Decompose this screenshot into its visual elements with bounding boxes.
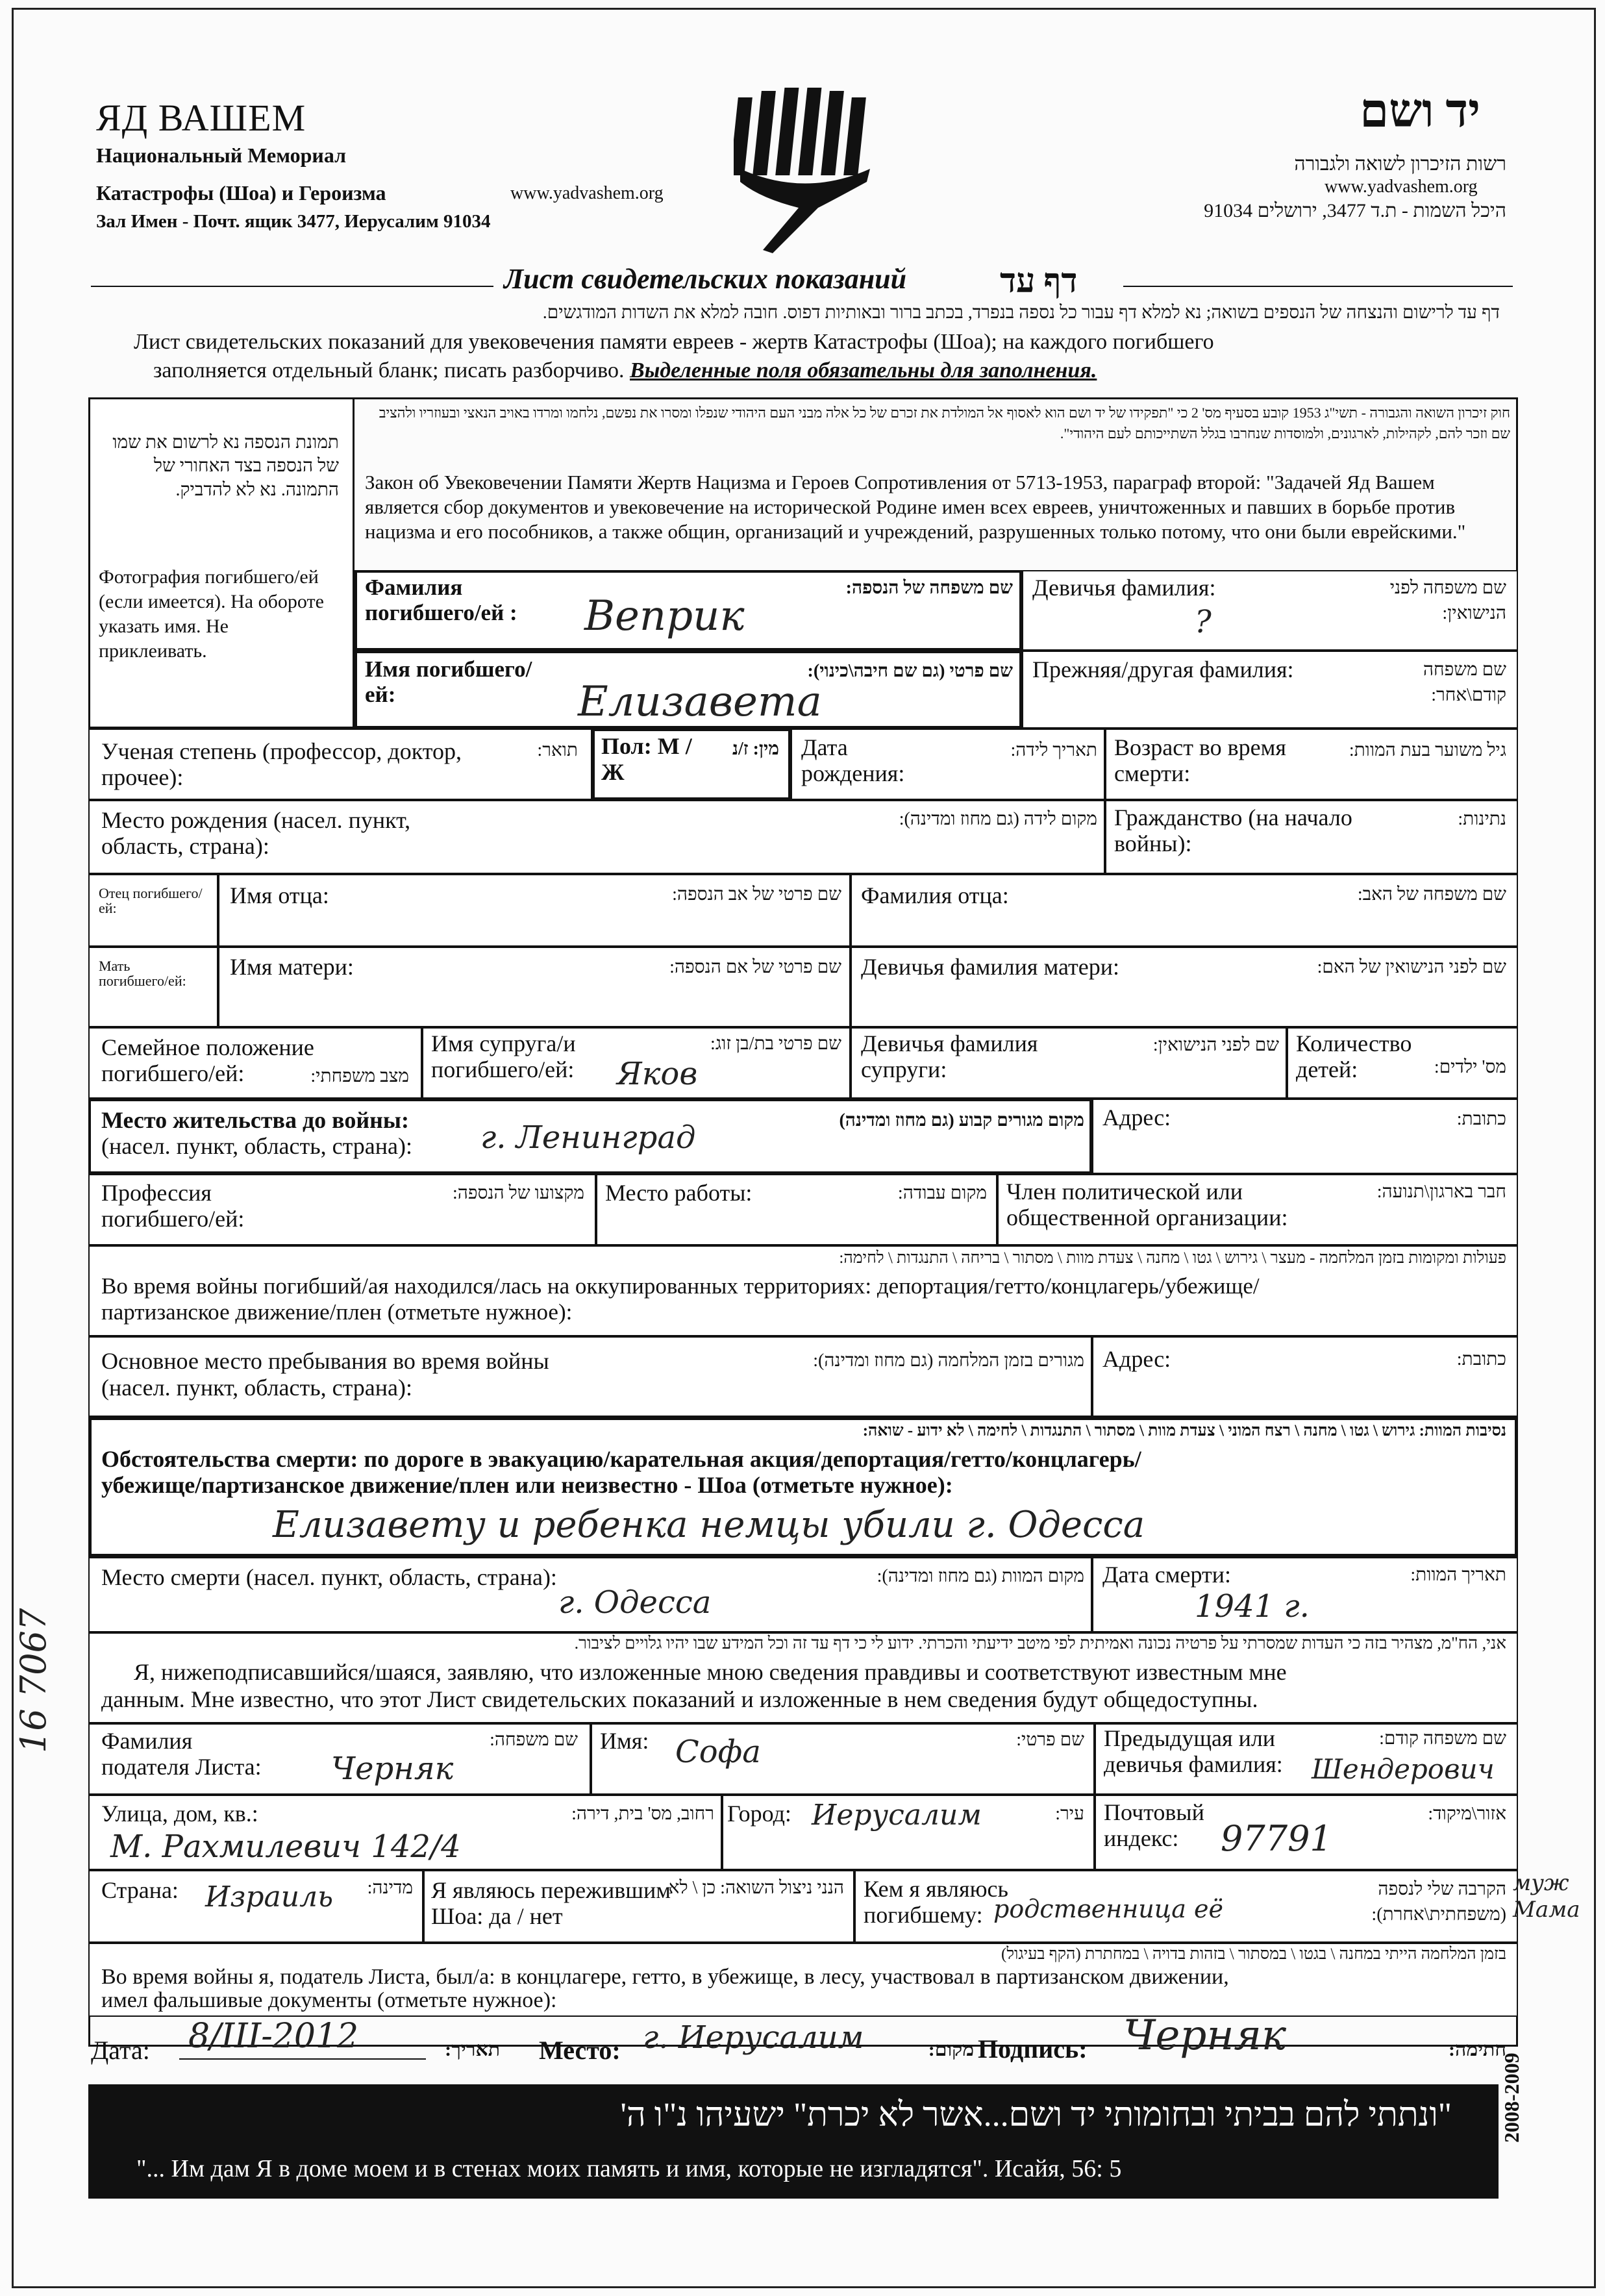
intro-ru-2 <box>153 358 1097 383</box>
deathplace-ru: Место смерти (насел. пункт, область, страна): <box>101 1564 557 1590</box>
law-ru: Закон об Увековечении Памяти Жертв Нацизма и Героев Сопротивления от 5713-1953, параграф второй: "Задачей Яд Вашем является сбор документов и увековечение на исторической Родине имен всех евреев, уничтоженных и павших в борьбе против нацизма и его пособников, а также общин, организаций и учреждений, разрушенных только потому, что они были еврейскими." <box>365 471 1466 543</box>
intro-he: דף עד לרישום והנצחה של הנספים בשואה; נא למלא דף עבור כל נספה בנפרד, בכתב ברור ובאותיות דפוס. חובה למלא את השדות המודגשים. <box>542 303 1500 323</box>
address-ru: Адрес: <box>1102 1104 1171 1130</box>
father-sur-he: שם משפחה של האב: <box>1357 884 1506 905</box>
death-ru2: убежище/партизанское движение/плен или неизвестно - Шоа (отметьте нужное): <box>101 1472 953 1498</box>
street-he: רחוב, מס' בית, דירה: <box>571 1804 714 1824</box>
prev-ru: Прежняя/другая фамилия: <box>1032 656 1294 682</box>
address-he: כתובת: <box>1456 1109 1506 1129</box>
citizen-he: נתינות: <box>1458 809 1506 829</box>
date-line <box>179 2058 426 2060</box>
maiden-he: שם משפחה לפני הנישואין: <box>1389 578 1506 624</box>
title-rule-right <box>1123 286 1513 287</box>
name-he: שם פרטי (גם שם חיבה\כינוי): <box>807 661 1013 681</box>
children-ru: Количество детей: <box>1296 1030 1412 1082</box>
prof-he: מקצועו של הנספה: <box>452 1183 584 1203</box>
age-ru: Возраст во время смерти: <box>1114 734 1286 786</box>
sign-he: חתימה: <box>1449 2039 1506 2060</box>
mother-sur-ru: Девичья фамилия матери: <box>861 954 1120 980</box>
intro-ru-1: Лист свидетельских показаний для увековечения памяти евреев - жертв Катастрофы (Шоа); на каждого погибшего <box>134 330 1214 354</box>
relation-ru: Кем я являюсь погибшему: <box>864 1876 1008 1928</box>
ru-line2: Катастрофы (Шоа) и Героизма <box>96 181 386 205</box>
place-ru: Место: <box>539 2036 621 2065</box>
deathdate-value: 1941 г. <box>1195 1588 1310 1625</box>
citizen-ru: Гражданство (на начало войны): <box>1114 805 1352 856</box>
ru-line3: Зал Имен - Почт. ящик 3477, Иерусалим 91034 <box>96 211 491 232</box>
intro-ru-2a: заполняется отдельный бланк; писать разборчиво. <box>153 358 630 382</box>
date-ru: Дата: <box>91 2036 150 2065</box>
date-he: תאריך: <box>445 2039 500 2060</box>
footer-he: "ונתתי להם בביתי ובחומותי יד ושם...אשר לא יכרת" ישעיהו נ"ו ה' <box>620 2097 1452 2134</box>
street-value: М. Рахмилевич 142/4 <box>110 1828 461 1865</box>
signature-value: Черняк <box>1123 2012 1287 2060</box>
father-he: שם פרטי של אב הנספה: <box>672 884 841 905</box>
address2-he: כתובת: <box>1456 1349 1506 1369</box>
wartime-sub-he: בזמן המלחמה הייתי במחנה \ בגטו \ במסתור \ בזהות בדויה \ במחתרת (הקף בעיגול) <box>1001 1945 1506 1963</box>
law-he: חוק זיכרון השואה והגבורה - תשי"ג 1953 קובע בסעיף מס' 2 כי "תפקידו של יד ושם הוא לאסוף אל המולדת את זכרם של כל אלה מבני העם היהודי שנפלו ומסרו את נפשם, נלחמו ומרדו באויב הנאצי ובעוזריו ולהציב שם וזכר להם, לקהילות, לארגונים, ולמוסדות שנחרבו בגלל השתייכותם לעם היהודי". <box>379 405 1510 442</box>
country-he: מדינה: <box>367 1878 413 1898</box>
spouse-maiden-he: שם לפני הנישואין: <box>1152 1035 1279 1055</box>
declare-he: אני, הח"מ, מצהיר בזה כי העדות שמסרתי על פרטיה נכונה ואמיתית לפי מיטב ידיעתי והכרתי. ידוע לי כי דף עד זה וכל המידע שבו יהיו גלויים לציבור. <box>574 1634 1506 1653</box>
url-left: www.yadvashem.org <box>510 183 664 203</box>
deathplace-value: г. Одесса <box>558 1584 712 1621</box>
children-he: מס' ילדים: <box>1434 1057 1506 1077</box>
mainplace-he: מגורים בזמן המלחמה (גם מחוז ומדינה): <box>813 1351 1084 1371</box>
sub-name-value: Софа <box>675 1734 761 1770</box>
member-ru: Член политической или общественной организации: <box>1006 1179 1288 1230</box>
ru-line1: Национальный Мемориал <box>96 144 347 167</box>
declare-ru2: данным. Мне известно, что этот Лист свидетельских показаний и изложенные в нем сведения будут общедоступны. <box>101 1686 1258 1712</box>
place-he: מקום: <box>928 2039 974 2060</box>
form-title-ru: Лист свидетельских показаний <box>504 263 907 295</box>
wartime-sub-ru2: имел фальшивые документы (отметьте нужное): <box>101 1988 557 2012</box>
declare-ru1: Я, нижеподписавшийся/шаяся, заявляю, что изложенные мною сведения правдивы и соответствуют известным мне <box>134 1659 1287 1685</box>
relation-value: родственница её <box>993 1895 1223 1923</box>
marital-ru: Семейное положение погибшего/ей: <box>101 1034 314 1086</box>
surname-value: Веприк <box>584 592 745 640</box>
date-value: 8/III-2012 <box>188 2017 359 2056</box>
sub-prev-ru: Предыдущая или девичья фамилия: <box>1104 1725 1283 1777</box>
city-ru: Город: <box>727 1801 791 1827</box>
father-ru: Имя отца: <box>230 882 329 908</box>
form-title-he: דף עד <box>1000 263 1078 300</box>
margin-note: 16 7067 <box>13 1608 54 1753</box>
birthplace-ru: Место рождения (насел. пункт, область, страна): <box>101 807 411 859</box>
wartime-ru1: Во время войны погибший/ая находился/лась на оккупированных территориях: депортация/гетто/концлагерь/убежище/ <box>101 1273 1260 1299</box>
photo-ru: Фотография погибшего/ей (если имеется). На обороте указать имя. Не приклеивать. <box>99 566 324 662</box>
yad-vashem-menorah-logo <box>734 78 883 260</box>
death-value: Елизавету и ребенка немцы убили г. Одесса <box>273 1504 1145 1546</box>
dob-he: תאריך לידה: <box>1010 740 1097 760</box>
relation-he: הקרבה שלי לנספה (משפחתית\אחרת): <box>1371 1879 1506 1925</box>
deathdate-ru: Дата смерти: <box>1102 1562 1232 1588</box>
sex-he: מין: ז/נ <box>732 739 779 759</box>
he-line2: www.yadvashem.org <box>1325 177 1478 197</box>
footer-ru: "... Им дам Я в доме моем и в стенах моих память и имя, которые не изгладятся". Исайя, 56: 5 <box>136 2155 1122 2182</box>
residence-value: г. Ленинград <box>480 1119 696 1156</box>
zip-he: אזור\מיקוד: <box>1428 1804 1506 1824</box>
wartime-ru2: партизанское движение/плен (отметьте нужное): <box>101 1299 573 1325</box>
mother-sur-he: שם לפני הנישואין של האם: <box>1317 957 1506 977</box>
death-ru1: Обстоятельства смерти: по дороге в эвакуацию/карательная акция/депортация/гетто/концлагерь/ <box>101 1446 1141 1472</box>
footer-side-year: 2008-2009 <box>1500 2053 1523 2143</box>
surname-ru: Фамилия погибшего/ей : <box>365 575 517 625</box>
mother-lbl: Мать погибшего/ей: <box>99 958 186 990</box>
zip-value: 97791 <box>1221 1818 1332 1859</box>
sub-surname-ru: Фамилия подателя Листа: <box>101 1728 262 1780</box>
spouse-value: Яков <box>617 1056 698 1092</box>
residence-he: מקום מגורים קבוע (גם מחוז ומדינה) <box>839 1110 1084 1130</box>
sign-ru: Подпись: <box>978 2034 1088 2064</box>
maiden-ru: Девичья фамилия: <box>1032 575 1216 601</box>
survivor-ru: Я являюсь пережившим Шоа: да / нет <box>431 1877 671 1929</box>
survivor-he: הנני ניצול השואה: כן \ לא <box>668 1878 844 1898</box>
work-ru: Место работы: <box>605 1180 753 1206</box>
deathdate-he: תאריך המוות: <box>1410 1565 1506 1585</box>
city-he: עיר: <box>1055 1804 1084 1824</box>
dob-ru: Дата рождения: <box>801 734 905 786</box>
street-ru: Улица, дом, кв.: <box>101 1801 258 1827</box>
sub-prev-he: שם משפחה קודם: <box>1379 1728 1506 1749</box>
mother-he: שם פרטי של אם הנספה: <box>669 957 841 977</box>
residence-ru2: (насел. пункт, область, страна): <box>101 1133 413 1159</box>
he-title: יד ושם <box>1360 85 1480 137</box>
footer-banner <box>88 2084 1499 2199</box>
age-he: גיל משוער בעת המוות: <box>1349 740 1506 760</box>
sub-surname-he: שם משפחה: <box>490 1730 578 1750</box>
death-he: נסיבות המוות: גירוש \ גטו \ מחנה \ רצח המוני \ צעדת מוות \ מסתור \ התנגדות \ לחימה \ לא ידוע - שואה: <box>862 1422 1506 1440</box>
name-ru: Имя погибшего/ей: <box>365 656 532 707</box>
ru-title: ЯД ВАШЕМ <box>96 97 306 139</box>
wartime-he: פעולות ומקומות בזמן המלחמה - מעצר \ גירוש \ גטו \ מחנה \ צעדת מוות \ מסתור \ בריחה \ התנגדות \ לחימה: <box>839 1249 1506 1267</box>
birthplace-he: מקום לידה (גם מחוז ומדינה): <box>899 809 1097 829</box>
address2-ru: Адрес: <box>1102 1346 1171 1372</box>
sex-ru: Пол: М / Ж <box>601 733 692 785</box>
sub-name-ru: Имя: <box>600 1728 649 1754</box>
wartime-sub-ru1: Во время войны я, податель Листа, был/а: в концлагере, гетто, в убежище, в лесу, участвовал в партизанском движении, <box>101 1965 1229 1989</box>
maiden-value: ? <box>1195 604 1212 640</box>
prev-he: שם משפחה קודם\אחר: <box>1423 660 1506 706</box>
degree-ru: Ученая степень (профессор, доктор, прочее): <box>101 738 462 790</box>
he-line1: רשות הזיכרון לשואה ולגבורה <box>1294 153 1506 175</box>
country-value: Израиль <box>205 1880 334 1914</box>
spouse-ru: Имя супруга/и погибшего/ей: <box>431 1030 576 1082</box>
degree-he: תואר: <box>537 740 578 760</box>
residence-ru: Место жительства до войны: <box>101 1107 409 1133</box>
marital-he: מצב משפחתי: <box>310 1066 409 1086</box>
sub-surname-value: Черняк <box>331 1751 454 1787</box>
relation-margin-note: муж Мама <box>1513 1870 1580 1923</box>
zip-ru: Почтовый индекс: <box>1104 1799 1204 1851</box>
work-he: מקום עבודה: <box>897 1183 987 1203</box>
prof-ru: Профессия погибшего/ей: <box>101 1180 245 1232</box>
intro-ru-2b: Выделенные поля обязательны для заполнения. <box>630 358 1097 382</box>
title-rule-left <box>91 286 493 287</box>
place-value: г. Иерусалим <box>643 2019 864 2056</box>
mother-ru: Имя матери: <box>230 954 354 980</box>
spouse-he: שם פרטי בת/בן זוג: <box>710 1034 841 1054</box>
mainplace-ru: Основное место пребывания во время войны (насел. пункт, область, страна): <box>101 1348 549 1401</box>
deathplace-he: מקום המוות (גם מחוז ומדינה): <box>877 1566 1084 1586</box>
country-ru: Страна: <box>101 1877 179 1903</box>
sub-name-he: שם פרטי: <box>1016 1730 1084 1750</box>
he-line3: היכל השמות - ת.ד 3477, ירושלים 91034 <box>1204 200 1506 221</box>
father-lbl: Отец погибшего/ей: <box>99 885 203 917</box>
member-he: חבר בארגון\תנועה: <box>1376 1182 1506 1202</box>
sub-prev-value: Шендерович <box>1312 1753 1495 1785</box>
city-value: Иерусалим <box>812 1799 982 1832</box>
father-sur-ru: Фамилия отца: <box>861 882 1009 908</box>
spouse-maiden-ru: Девичья фамилия супруги: <box>861 1030 1038 1082</box>
surname-he: שם משפחה של הנספה: <box>845 578 1013 598</box>
name-value: Елизавета <box>578 678 822 726</box>
photo-he: תמונת הנספה נא לרשום את שמו של הנספה בצד האחורי של התמונה. נא לא להדביק. <box>112 432 339 500</box>
